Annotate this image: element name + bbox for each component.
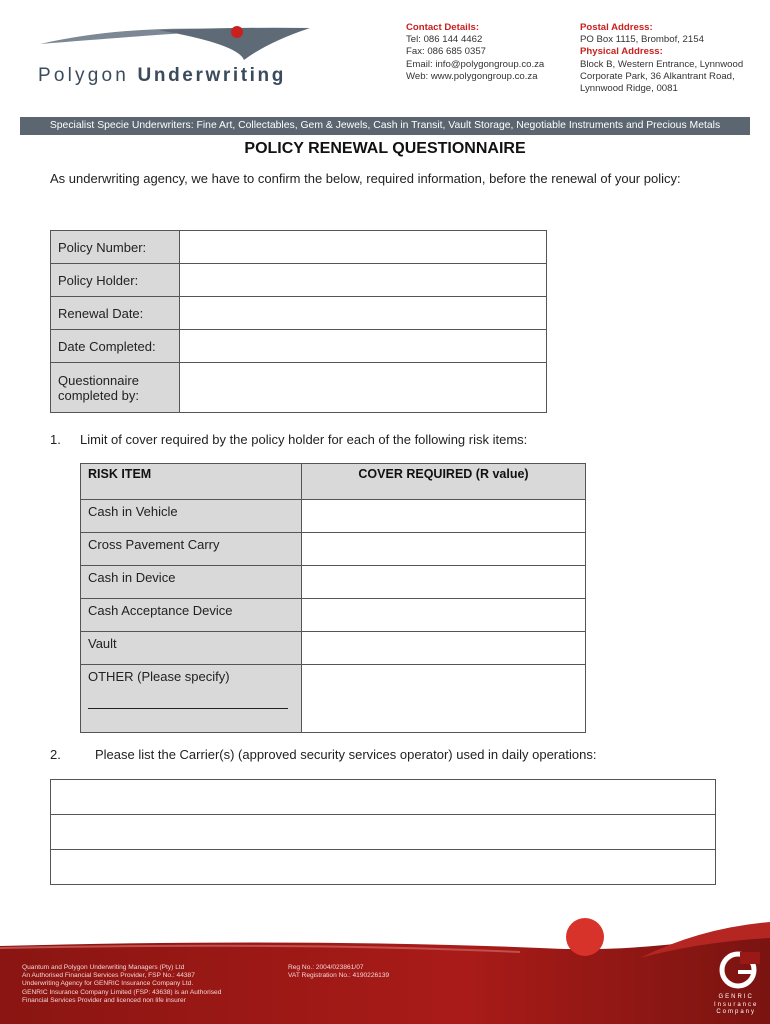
risk-item-other bbox=[81, 665, 302, 733]
date-completed-field[interactable] bbox=[180, 330, 547, 363]
footer-line-4: GENRIC Insurance Company Limited (FSP: 43638) is an Authorised bbox=[22, 988, 222, 996]
policy-info-table bbox=[50, 230, 547, 413]
specialist-banner: Specialist Specie Underwriters: Fine Art, Collectables, Gem & Jewels, Cash in Transit, Vault Storage, Negotiable Instruments and Precious Metals bbox=[20, 117, 750, 135]
carrier-input-1[interactable] bbox=[51, 780, 716, 815]
cover-input-cross-pavement[interactable] bbox=[302, 533, 586, 566]
contact-web: Web: www.polygongroup.co.za bbox=[406, 70, 538, 82]
footer-line-5: Financial Services Provider and licenced non life insurer bbox=[22, 996, 186, 1004]
completed-by-label bbox=[51, 363, 180, 413]
renewal-date-label: Renewal Date: bbox=[51, 297, 180, 330]
risk-item-cash-in-device bbox=[81, 566, 302, 599]
policy-number-field[interactable] bbox=[180, 231, 547, 264]
cover-input-other[interactable] bbox=[302, 665, 586, 733]
cover-input-cash-in-device[interactable] bbox=[302, 566, 586, 599]
footer-company-info bbox=[22, 964, 221, 1005]
contact-email: Email: info@polygongroup.co.za bbox=[406, 58, 545, 70]
completed-by-label-line1: Questionnaire bbox=[58, 372, 139, 388]
physical-line-3: Lynnwood Ridge, 0081 bbox=[580, 83, 678, 95]
contact-fax: Fax: 086 685 0357 bbox=[406, 46, 487, 58]
footer-line-3: Underwriting Agency for GENRIC Insurance Company Ltd. bbox=[22, 980, 194, 988]
address-details bbox=[580, 22, 743, 95]
genric-company: Company bbox=[716, 1009, 757, 1015]
question-1-number: 1. bbox=[50, 432, 61, 447]
footer-line-1: Quantum and Polygon Underwriting Managers (Pty) Ltd bbox=[22, 964, 185, 971]
policy-holder-field[interactable] bbox=[180, 264, 547, 297]
physical-line-2: Corporate Park, 36 Alkantrant Road, bbox=[580, 70, 735, 82]
cover-input-cash-acceptance[interactable] bbox=[302, 599, 586, 632]
risk-item-label: Cash in Device bbox=[88, 570, 176, 585]
contact-heading: Contact Details: bbox=[406, 22, 480, 33]
renewal-date-field[interactable] bbox=[180, 297, 547, 330]
logo-name-light: Polygon bbox=[38, 65, 138, 86]
question-2 bbox=[50, 747, 597, 762]
risk-item-cross-pavement bbox=[81, 533, 302, 566]
specify-line[interactable] bbox=[88, 708, 288, 709]
carriers-table bbox=[50, 779, 716, 885]
question-2-number: 2. bbox=[50, 747, 61, 762]
risk-item-label: Cash in Vehicle bbox=[88, 504, 178, 519]
question-1 bbox=[50, 432, 528, 447]
risk-item-cash-in-vehicle bbox=[81, 500, 302, 533]
risk-item-label: Vault bbox=[88, 636, 117, 651]
footer-dot-icon bbox=[566, 918, 604, 956]
footer-line-2: An Authorised Financial Services Provider, FSP No.: 44387 bbox=[22, 972, 195, 980]
physical-heading: Physical Address: bbox=[580, 46, 663, 58]
cover-input-vault[interactable] bbox=[302, 632, 586, 665]
physical-line-1: Block B, Western Entrance, Lynnwood bbox=[580, 58, 744, 70]
question-2-text: Please list the Carrier(s) (approved security services operator) used in daily operations: bbox=[95, 747, 597, 762]
risk-items-table bbox=[80, 463, 586, 733]
carrier-input-2[interactable] bbox=[51, 815, 716, 850]
cover-input-cash-in-vehicle[interactable] bbox=[302, 500, 586, 533]
policy-number-label: Policy Number: bbox=[51, 231, 180, 264]
contact-details bbox=[406, 22, 544, 83]
polygon-logo-swoosh bbox=[38, 22, 310, 64]
postal-line: PO Box 1115, Brombof, 2154 bbox=[580, 34, 704, 46]
date-completed-label: Date Completed: bbox=[51, 330, 180, 363]
completed-by-field[interactable] bbox=[180, 363, 547, 413]
genric-insurance: Insurance bbox=[714, 1001, 759, 1008]
risk-item-header: RISK ITEM bbox=[81, 464, 302, 500]
cover-required-header: COVER REQUIRED (R value) bbox=[302, 464, 586, 500]
contact-tel: Tel: 086 144 4462 bbox=[406, 34, 483, 46]
footer-vat-no: VAT Registration No.: 4190226139 bbox=[288, 972, 390, 980]
completed-by-label-line2: completed by: bbox=[58, 387, 139, 403]
footer-registration bbox=[288, 964, 389, 980]
logo-dot-icon bbox=[231, 26, 243, 38]
postal-heading: Postal Address: bbox=[580, 22, 653, 33]
policy-holder-label: Policy Holder: bbox=[51, 264, 180, 297]
question-1-text: Limit of cover required by the policy holder for each of the following risk items: bbox=[80, 432, 528, 447]
footer-reg-no: Reg No.: 2004/023861/07 bbox=[288, 964, 364, 971]
genric-name: GENRIC bbox=[718, 994, 754, 1000]
risk-item-label: Cash Acceptance Device bbox=[88, 603, 233, 618]
risk-item-label: OTHER (Please specify) bbox=[88, 669, 230, 684]
carrier-input-3[interactable] bbox=[51, 850, 716, 885]
risk-item-vault bbox=[81, 632, 302, 665]
risk-item-cash-acceptance bbox=[81, 599, 302, 632]
logo-name-bold: Underwriting bbox=[137, 65, 286, 86]
company-logo-text bbox=[38, 65, 286, 87]
risk-item-label: Cross Pavement Carry bbox=[88, 537, 220, 552]
genric-logo-text bbox=[714, 994, 758, 1017]
intro-text: As underwriting agency, we have to confirm the below, required information, before the renewal of your policy: bbox=[50, 171, 681, 186]
page-title: POLICY RENEWAL QUESTIONNAIRE bbox=[244, 140, 526, 157]
